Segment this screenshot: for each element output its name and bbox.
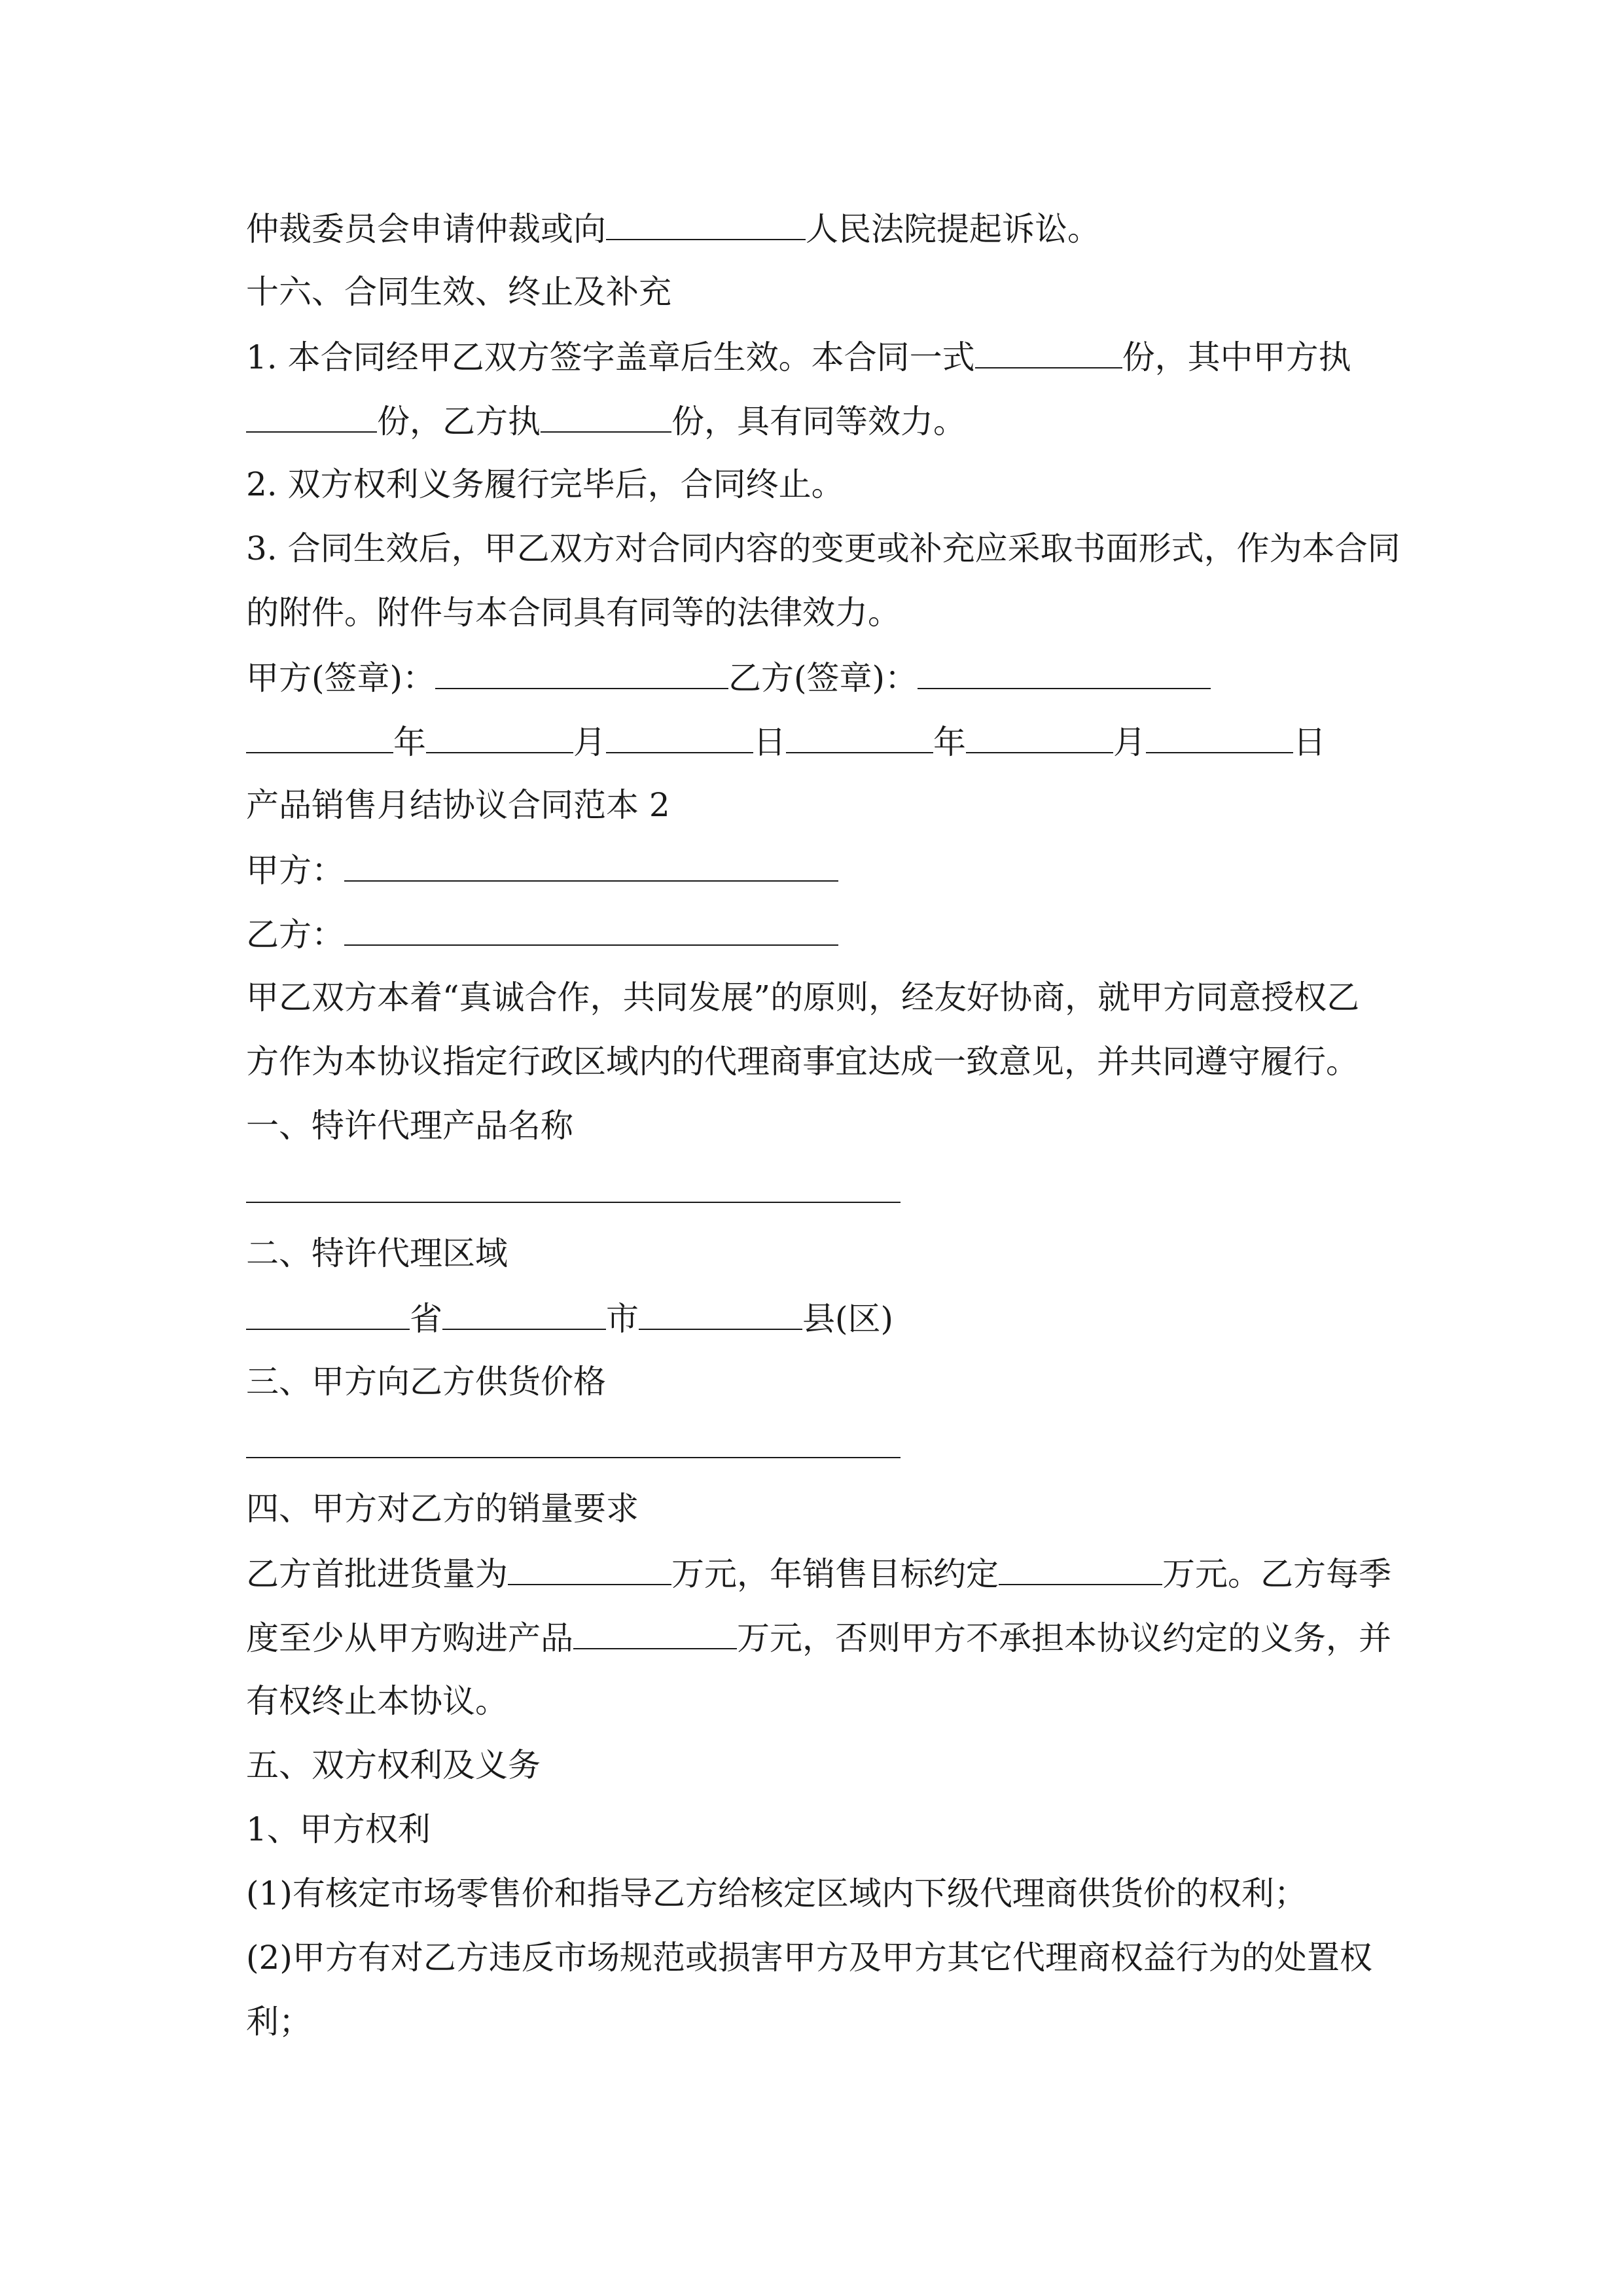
party-a-signature-blank[interactable] bbox=[435, 654, 728, 689]
text: 份，其中甲方执 bbox=[1122, 338, 1351, 376]
text-line bbox=[246, 1614, 1391, 1660]
section-heading bbox=[246, 269, 671, 315]
text: 1、甲方权利 bbox=[246, 1810, 431, 1848]
text: 份，乙方执 bbox=[377, 403, 541, 440]
text-line bbox=[246, 397, 966, 443]
text: (2)甲方有对乙方违反市场规范或损害甲方及甲方其它代理商权益行为的处置权 bbox=[246, 1939, 1372, 1977]
text-line bbox=[246, 1935, 1372, 1981]
party-a-year-blank[interactable] bbox=[246, 718, 393, 753]
text-line bbox=[246, 1999, 312, 2045]
court-blank[interactable] bbox=[606, 205, 806, 240]
text: 乙方首批进货量为 bbox=[246, 1555, 508, 1593]
text: 一、特许代理产品名称 bbox=[246, 1107, 573, 1145]
text-line bbox=[246, 1039, 1359, 1085]
party-b-name-blank[interactable] bbox=[344, 910, 838, 946]
party-a-line bbox=[246, 846, 838, 892]
party-a-day-blank[interactable] bbox=[606, 718, 753, 753]
section-heading bbox=[246, 1103, 573, 1149]
signature-line bbox=[246, 654, 1211, 700]
date-line bbox=[246, 718, 1326, 764]
county-blank[interactable] bbox=[639, 1295, 802, 1330]
text: 方作为本协议指定行政区域内的代理商事宜达成一致意见，并共同遵守履行。 bbox=[246, 1043, 1359, 1081]
text-line bbox=[246, 1678, 508, 1724]
document-title bbox=[246, 782, 670, 828]
text-line bbox=[246, 590, 901, 636]
text-line bbox=[246, 205, 1100, 251]
party-b-signature-blank[interactable] bbox=[918, 654, 1211, 689]
party-b-year-blank[interactable] bbox=[786, 718, 933, 753]
text-line bbox=[246, 1871, 1307, 1916]
supply-price-blank[interactable] bbox=[246, 1457, 901, 1458]
text-line bbox=[246, 461, 844, 507]
section-heading bbox=[246, 1230, 508, 1276]
party-b-month-blank[interactable] bbox=[966, 718, 1113, 753]
text: 产品销售月结协议合同范本 2 bbox=[246, 786, 670, 824]
city-blank[interactable] bbox=[442, 1295, 606, 1330]
text: 份，具有同等效力。 bbox=[671, 403, 966, 440]
province-blank[interactable] bbox=[246, 1295, 410, 1330]
text-line bbox=[246, 333, 1351, 379]
year-label: 年 bbox=[393, 723, 426, 761]
text: 人民法院提起诉讼。 bbox=[806, 210, 1100, 248]
text: 度至少从甲方购进产品 bbox=[246, 1619, 573, 1657]
month-label: 月 bbox=[573, 723, 606, 761]
province-label: 省 bbox=[410, 1300, 442, 1338]
text: 1. 本合同经甲乙双方签字盖章后生效。本合同一式 bbox=[246, 338, 975, 376]
quarterly-minimum-blank[interactable] bbox=[573, 1614, 737, 1649]
party-a-label: 甲方： bbox=[246, 852, 344, 889]
region-line bbox=[246, 1295, 893, 1340]
day-label: 日 bbox=[753, 723, 786, 761]
text: 利； bbox=[246, 2003, 312, 2041]
party-b-signature-label: 乙方(签章)： bbox=[728, 659, 918, 697]
text: 万元，否则甲方不承担本协议约定的义务，并 bbox=[737, 1619, 1391, 1657]
party-a-name-blank[interactable] bbox=[344, 846, 838, 882]
party-b-day-blank[interactable] bbox=[1146, 718, 1293, 753]
section-heading bbox=[246, 1486, 639, 1532]
party-a-month-blank[interactable] bbox=[426, 718, 573, 753]
text: 二、特许代理区域 bbox=[246, 1234, 508, 1272]
text: 仲裁委员会申请仲裁或向 bbox=[246, 210, 606, 248]
text-line bbox=[246, 526, 1400, 571]
text: (1)有核定市场零售价和指导乙方给核定区域内下级代理商供货价的权利； bbox=[246, 1874, 1307, 1912]
text: 2. 双方权利义务履行完毕后，合同终止。 bbox=[246, 465, 844, 503]
county-label: 县(区) bbox=[802, 1300, 894, 1338]
party-a-copies-blank[interactable] bbox=[246, 397, 377, 433]
text: 三、甲方向乙方供货价格 bbox=[246, 1363, 606, 1401]
party-b-line bbox=[246, 910, 838, 956]
text: 十六、合同生效、终止及补充 bbox=[246, 273, 671, 311]
text: 有权终止本协议。 bbox=[246, 1682, 508, 1720]
text: 甲乙双方本着“真诚合作，共同发展”的原则，经友好协商，就甲方同意授权乙 bbox=[246, 978, 1360, 1016]
text: 四、甲方对乙方的销量要求 bbox=[246, 1490, 639, 1528]
text-line bbox=[246, 1550, 1391, 1596]
text: 万元。乙方每季 bbox=[1162, 1555, 1391, 1593]
section-heading bbox=[246, 1742, 541, 1788]
text: 的附件。附件与本合同具有同等的法律效力。 bbox=[246, 594, 901, 632]
text-line bbox=[246, 975, 1359, 1020]
annual-target-blank[interactable] bbox=[999, 1550, 1162, 1585]
city-label: 市 bbox=[606, 1300, 639, 1338]
subsection-heading bbox=[246, 1806, 431, 1852]
section-heading bbox=[246, 1359, 606, 1405]
copies-total-blank[interactable] bbox=[975, 333, 1122, 368]
party-a-signature-label: 甲方(签章)： bbox=[246, 659, 436, 697]
day-label: 日 bbox=[1293, 723, 1326, 761]
text: 万元，年销售目标约定 bbox=[671, 1555, 999, 1593]
text: 3. 合同生效后，甲乙双方对合同内容的变更或补充应采取书面形式，作为本合同 bbox=[246, 529, 1400, 567]
party-b-copies-blank[interactable] bbox=[541, 397, 671, 433]
party-b-label: 乙方： bbox=[246, 916, 344, 954]
year-label: 年 bbox=[933, 723, 966, 761]
product-name-blank[interactable] bbox=[246, 1202, 901, 1203]
first-order-amount-blank[interactable] bbox=[508, 1550, 671, 1585]
month-label: 月 bbox=[1113, 723, 1146, 761]
text: 五、双方权利及义务 bbox=[246, 1746, 541, 1784]
